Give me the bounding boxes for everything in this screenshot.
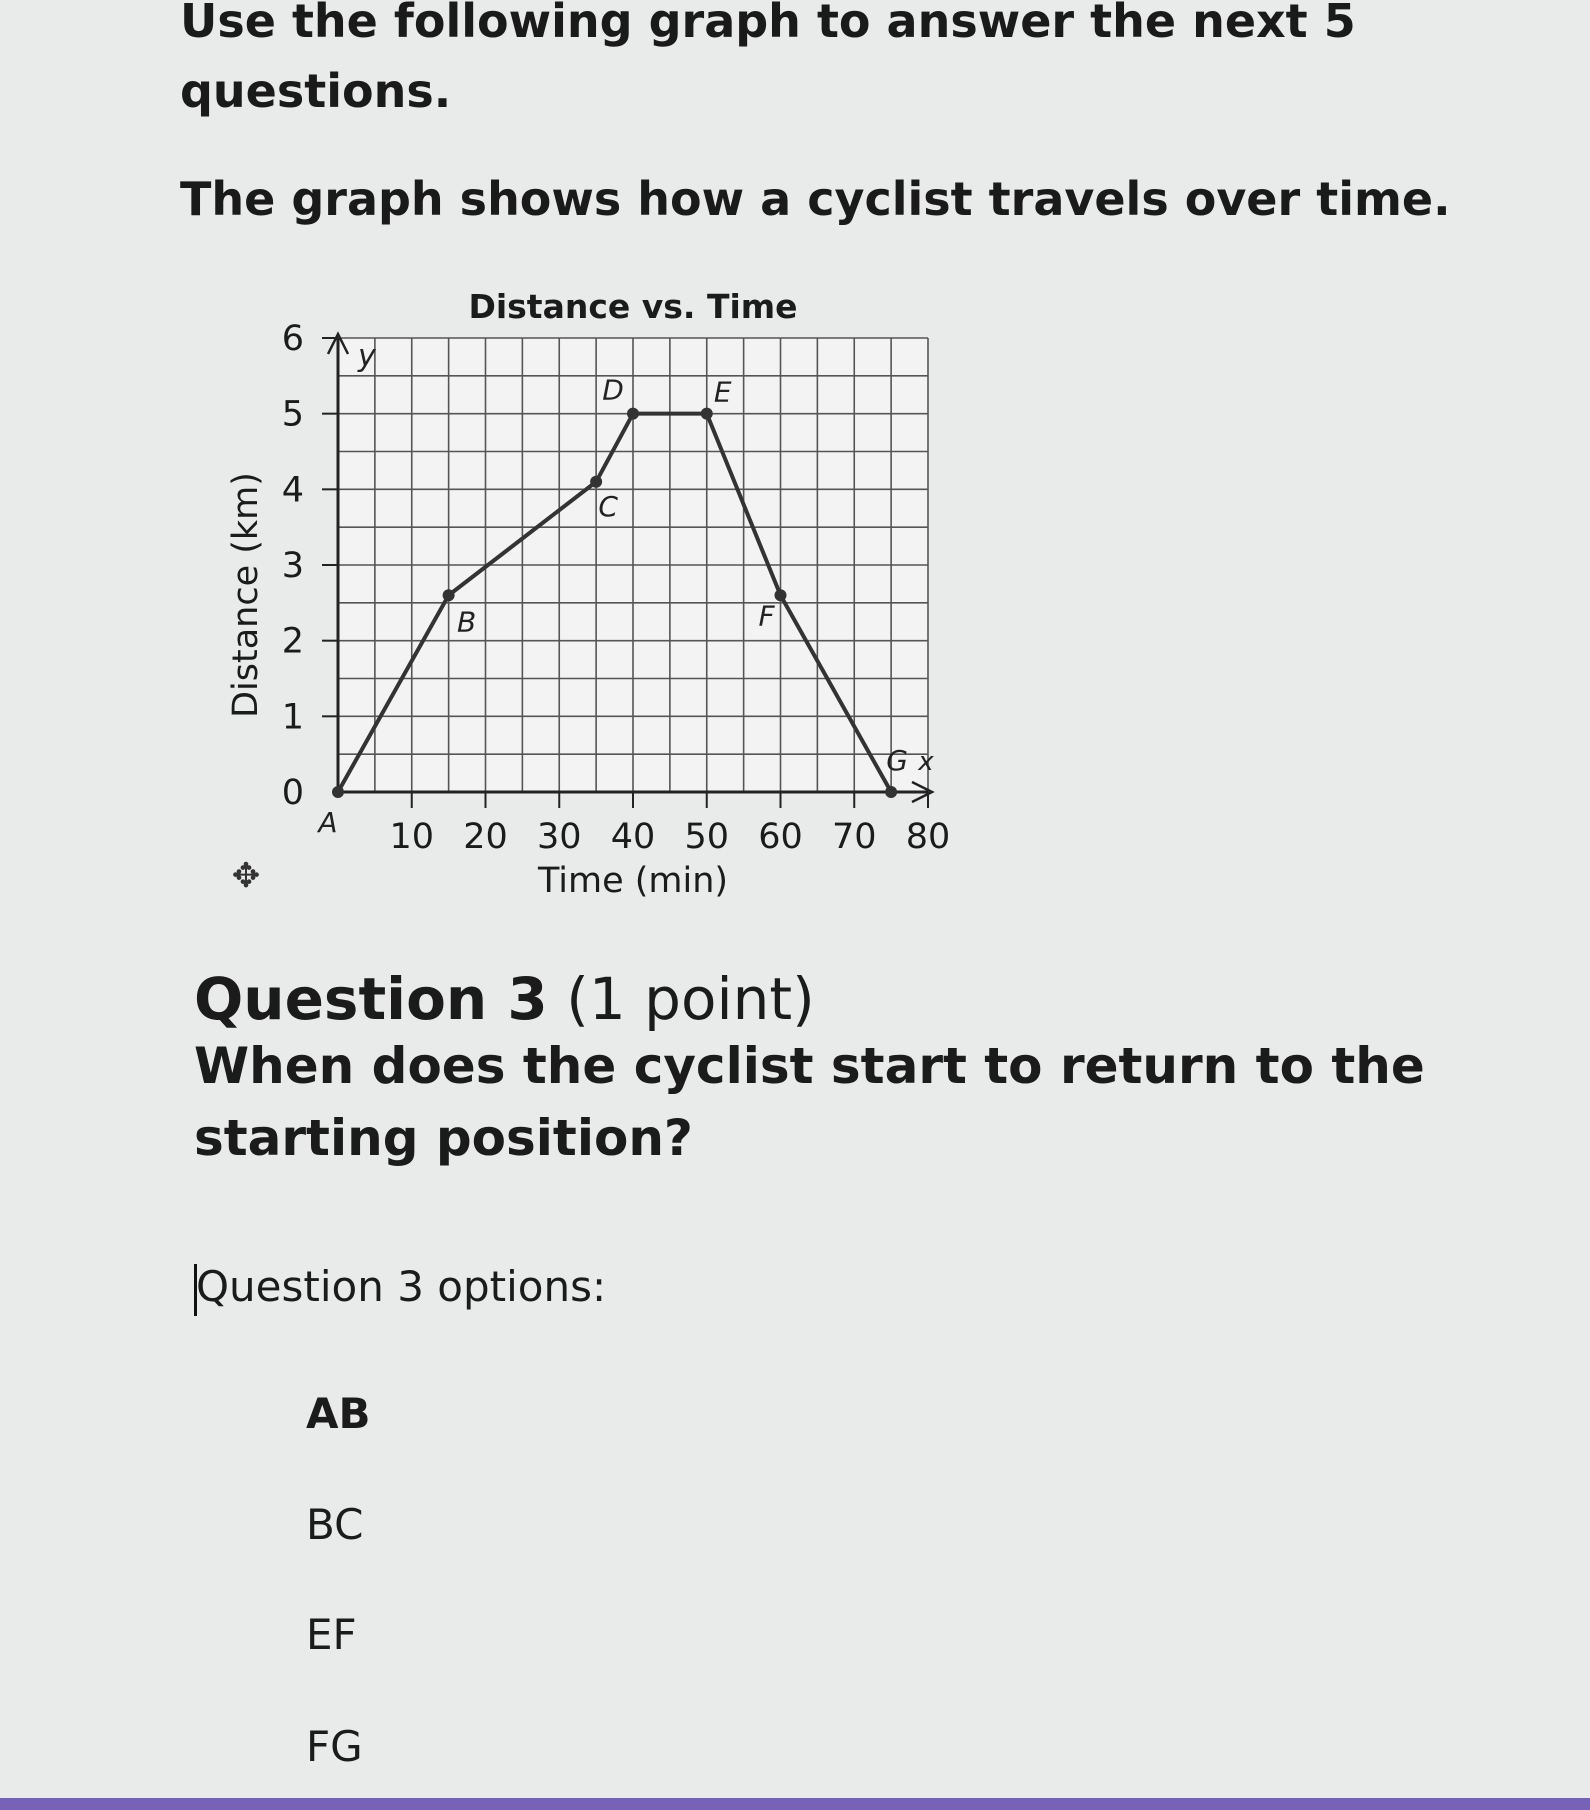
x-axis-title: Time (min): [537, 861, 729, 901]
point-label-g: G: [886, 744, 908, 777]
option-ab[interactable]: AB: [306, 1389, 371, 1438]
data-point-f: [775, 589, 787, 601]
intro-line-2: questions.: [180, 64, 452, 118]
x-tick-label: 40: [610, 817, 656, 857]
x-tick-label: 60: [758, 817, 803, 857]
x-tick-label: 70: [831, 817, 877, 857]
point-label-b: B: [457, 605, 477, 639]
bottom-accent-bar: [0, 1798, 1590, 1810]
x-tick-label: 80: [905, 817, 951, 857]
point-label-d: D: [602, 373, 624, 407]
point-label-c: C: [598, 489, 618, 523]
question-text: When does the cyclist start to return to the starting position?: [194, 1037, 1425, 1167]
move-icon[interactable]: ✥: [231, 856, 261, 896]
question-points: (1 point): [566, 965, 815, 1033]
x-tick-label: 30: [536, 817, 582, 857]
options-label: Question 3 options:: [196, 1262, 607, 1311]
question-heading: [194, 965, 815, 1033]
intro-description: The graph shows how a cyclist travels over time.: [180, 172, 1451, 226]
intro-line-1: Use the following graph to answer the next 5: [180, 0, 1356, 48]
y-tick-label: 5: [281, 394, 304, 435]
data-point-g: [885, 786, 897, 798]
y-tick-label: 2: [281, 621, 304, 662]
x-tick-label: 10: [389, 817, 435, 857]
point-label-f: F: [758, 599, 775, 633]
x-tick-label: 50: [684, 817, 730, 857]
y-tick-label: 3: [281, 546, 304, 586]
data-point-a: [332, 786, 344, 798]
x-axis-letter: x: [918, 747, 934, 777]
point-label-a: A: [318, 806, 338, 839]
y-axis-letter: y: [358, 339, 376, 374]
data-point-c: [590, 476, 602, 488]
y-axis-title: Distance (km): [226, 472, 266, 718]
chart-title: Distance vs. Time: [468, 287, 798, 326]
x-tick-label: 20: [463, 817, 508, 857]
data-point-e: [701, 408, 713, 420]
y-tick-label: 4: [281, 470, 304, 511]
origin-label: 0: [281, 773, 304, 813]
option-bc[interactable]: BC: [306, 1500, 364, 1549]
data-point-b: [443, 589, 455, 601]
option-fg[interactable]: FG: [306, 1722, 363, 1771]
option-ef[interactable]: EF: [306, 1610, 357, 1659]
y-tick-label: 6: [281, 319, 304, 359]
point-label-e: E: [713, 375, 732, 409]
data-point-d: [627, 408, 639, 420]
question-title: Question 3: [194, 965, 548, 1033]
y-tick-label: 1: [281, 697, 304, 738]
